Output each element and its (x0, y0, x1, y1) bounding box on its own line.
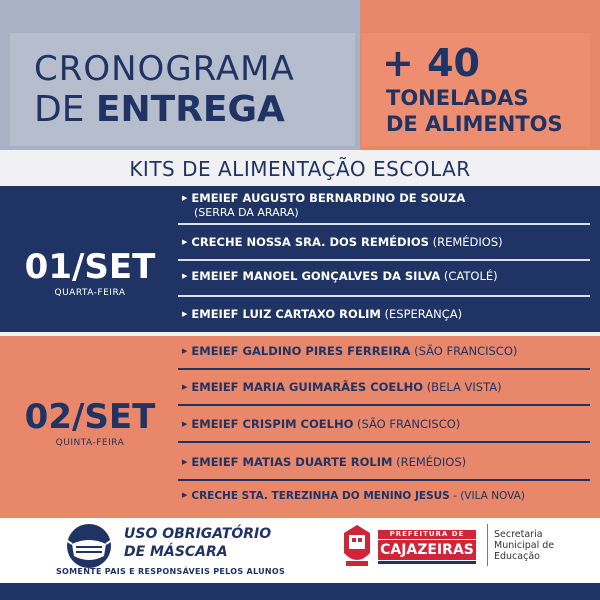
mask-line1: USO OBRIGATÓRIO (124, 526, 272, 542)
title-line1: CRONOGRAMA (34, 49, 295, 89)
date-label-1: 01/SET (24, 247, 156, 287)
row-divider (178, 259, 590, 261)
arrow-right-icon: ▶ (182, 194, 188, 202)
list-item: ▶ EMEIEF CRISPIM COELHO (SÃO FRANCISCO) (182, 417, 461, 431)
logo-city: CAJAZEIRAS (378, 540, 476, 560)
logo-divider (487, 524, 488, 566)
list-item: ▶ EMEIEF MANOEL GONÇALVES DA SILVA (CATOLÉ) (182, 269, 498, 283)
list-item: ▶ EMEIEF AUGUSTO BERNARDINO DE SOUZA (182, 191, 466, 205)
secretaria-line1: Secretaria (494, 529, 543, 540)
amount-line2: DE ALIMENTOS (386, 112, 563, 136)
row-divider (178, 295, 590, 297)
city-seal-icon (340, 523, 374, 569)
arrow-right-icon: ▶ (182, 491, 188, 499)
weekday-label-1: QUARTA-FEIRA (54, 288, 126, 298)
list-item: ▶ CRECHE NOSSA SRA. DOS REMÉDIOS (REMÉDIOS) (182, 235, 503, 249)
title-prefix: DE (34, 89, 85, 130)
mask-line2: DE MÁSCARA (124, 544, 228, 560)
face-mask-icon (60, 522, 118, 570)
logo-underline (378, 561, 476, 564)
row-divider (178, 479, 590, 481)
row-divider (178, 441, 590, 443)
subtitle: KITS DE ALIMENTAÇÃO ESCOLAR (129, 157, 471, 181)
row-divider (178, 368, 590, 370)
list-item: ▶ EMEIEF GALDINO PIRES FERREIRA (SÃO FRANCISCO) (182, 344, 518, 358)
arrow-right-icon: ▶ (182, 420, 188, 428)
date-label-2: 02/SET (24, 397, 156, 437)
weekday-label-2: QUINTA-FEIRA (55, 438, 125, 448)
row-divider (178, 223, 590, 225)
list-item-location: (SERRA DA ARARA) (194, 206, 299, 219)
list-item: ▶ EMEIEF MATIAS DUARTE ROLIM (REMÉDIOS) (182, 455, 467, 469)
footer-bar (0, 583, 600, 600)
title-bold: ENTREGA (95, 89, 285, 130)
amount-line1: TONELADAS (386, 86, 529, 110)
arrow-right-icon: ▶ (182, 383, 188, 391)
amount-value: + 40 (382, 41, 480, 85)
row-divider (178, 404, 590, 406)
arrow-right-icon: ▶ (182, 347, 188, 355)
list-item: ▶ CRECHE STA. TEREZINHA DO MENINO JESUS - (VILA NOVA) (182, 490, 525, 502)
list-item: ▶ EMEIEF LUIZ CARTAXO ROLIM (ESPERANÇA) (182, 307, 463, 321)
arrow-right-icon: ▶ (182, 458, 188, 466)
title-line2 (34, 89, 285, 130)
arrow-right-icon: ▶ (182, 238, 188, 246)
secretaria-line2: Municipal de (494, 540, 555, 551)
secretaria-line3: Educação (494, 551, 540, 562)
mask-note: SOMENTE PAIS E RESPONSÁVEIS PELOS ALUNOS (56, 567, 286, 576)
logo-top: PREFEITURA DE (378, 530, 476, 539)
arrow-right-icon: ▶ (182, 310, 188, 318)
list-item: ▶ EMEIEF MARIA GUIMARÃES COELHO (BELA VISTA) (182, 380, 502, 394)
arrow-right-icon: ▶ (182, 272, 188, 280)
